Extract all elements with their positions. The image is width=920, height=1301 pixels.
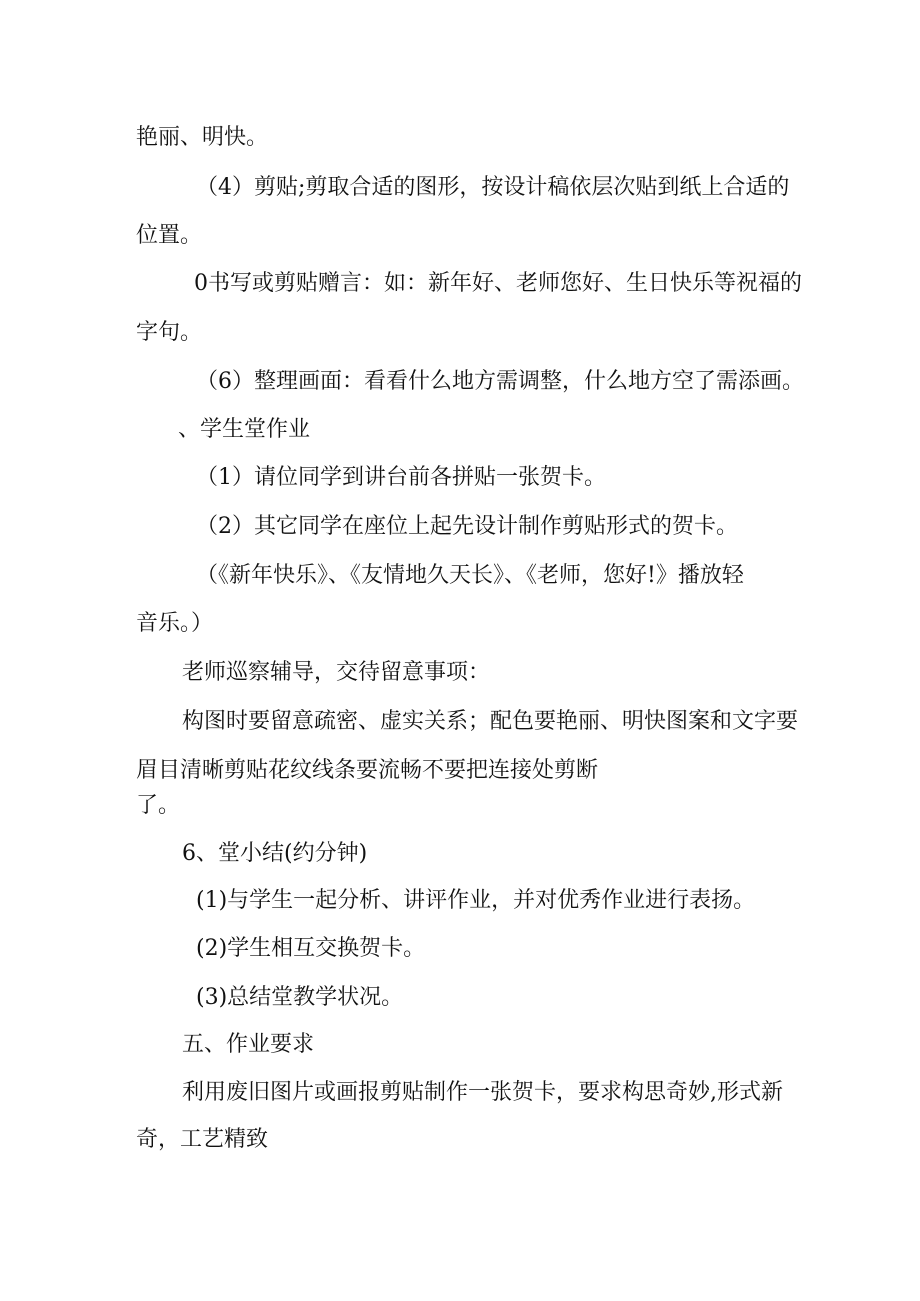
list-item: （2）其它同学在座位上起先设计制作剪贴形式的贺卡。 <box>196 514 738 539</box>
text-line: 眉目清晰剪贴花纹线条要流畅不要把连接处剪断 <box>136 758 599 783</box>
text-line: 字句。 <box>136 320 203 345</box>
text-line: 0书写或剪贴赠言：如：新年好、老师您好、生日快乐等祝福的 <box>194 271 802 296</box>
text-line: （《新年快乐》、《友情地久天长》、《老师，您好!》播放轻 <box>196 563 744 588</box>
list-item: (2)学生相互交换贺卡。 <box>196 936 426 961</box>
text-line: 艳丽、明快。 <box>136 125 269 150</box>
list-item: (3)总结堂教学状况。 <box>196 985 404 1010</box>
text-line: 老师巡察辅导，交待留意事项： <box>182 660 491 685</box>
text-line: （4）剪贴;剪取合适的图形，按设计稿依层次贴到纸上合适的 <box>196 175 790 200</box>
list-item: (1)与学生一起分析、讲评作业，并对优秀作业进行表扬。 <box>196 888 756 913</box>
text-line: 构图时要留意疏密、虚实关系；配色要艳丽、明快图案和文字要 <box>182 709 799 734</box>
text-line: （6）整理画面：看看什么地方需调整，什么地方空了需添画。 <box>196 369 804 394</box>
section-heading: 五、作业要求 <box>182 1032 315 1057</box>
section-heading: 、学生堂作业 <box>178 417 311 442</box>
text-line: 了。 <box>136 793 181 818</box>
text-line: 位置。 <box>136 223 203 248</box>
list-item: （1）请位同学到讲台前各拼贴一张贺卡。 <box>196 465 606 490</box>
section-heading: 6、堂小结(约分钟) <box>182 841 368 866</box>
text-line: 奇，工艺精致 <box>136 1127 269 1152</box>
text-line: 利用废旧图片或画报剪贴制作一张贺卡，要求构思奇妙,形式新 <box>182 1080 783 1105</box>
text-line: 音乐。） <box>136 611 214 636</box>
